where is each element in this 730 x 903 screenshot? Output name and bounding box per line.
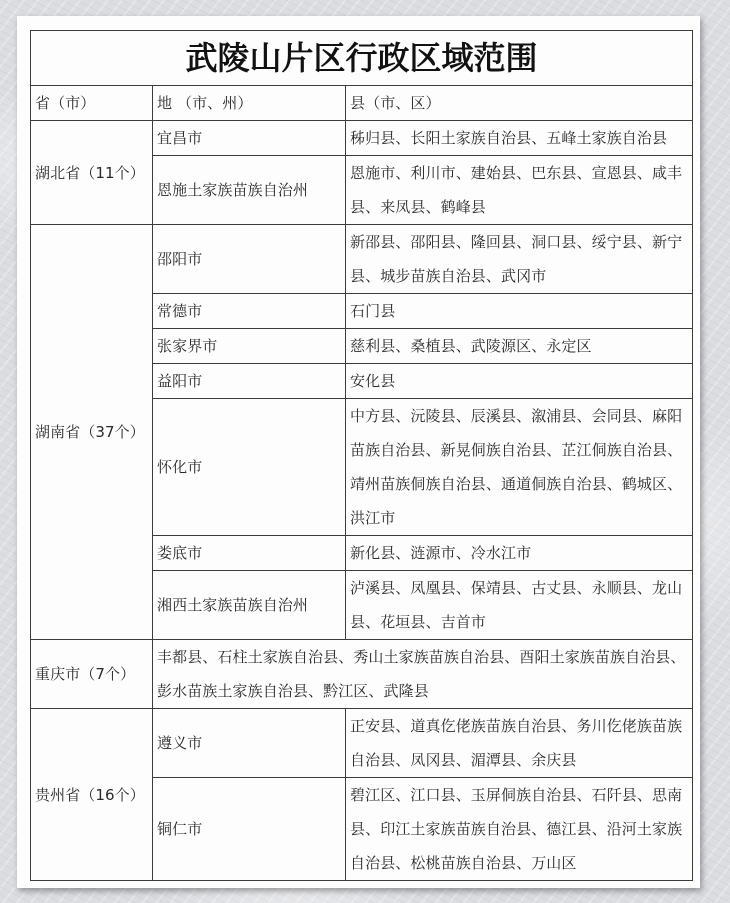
province-cell-hunan: 湖南省（37个）: [31, 225, 153, 640]
prefecture-cell: 宜昌市: [153, 121, 346, 156]
table-row: [31, 225, 693, 294]
county-list-cell: 安化县: [346, 364, 693, 399]
county-list-cell: 石门县: [346, 294, 693, 329]
county-list-cell: 中方县、沅陵县、辰溪县、溆浦县、会同县、麻阳苗族自治县、新晃侗族自治县、芷江侗族自治县、靖州苗族侗族自治县、通道侗族自治县、鹤城区、洪江市: [346, 399, 693, 536]
prefecture-cell: 怀化市: [153, 399, 346, 536]
county-list-cell: 丰都县、石柱土家族自治县、秀山土家族苗族自治县、酉阳土家族苗族自治县、彭水苗族土家族自治县、黔江区、武隆县: [153, 640, 693, 709]
county-list-cell: 新化县、涟源市、冷水江市: [346, 536, 693, 571]
prefecture-cell: 张家界市: [153, 329, 346, 364]
county-list-cell: 新邵县、邵阳县、隆回县、洞口县、绥宁县、新宁县、城步苗族自治县、武冈市: [346, 225, 693, 294]
prefecture-cell: 益阳市: [153, 364, 346, 399]
header-province: 省（市）: [31, 86, 153, 121]
county-list-cell: 碧江区、江口县、玉屏侗族自治县、石阡县、思南县、印江土家族苗族自治县、德江县、沿河土家族自治县、松桃苗族自治县、万山区: [346, 778, 693, 881]
prefecture-cell: 铜仁市: [153, 778, 346, 881]
county-list-cell: 恩施市、利川市、建始县、巴东县、宣恩县、咸丰县、来凤县、鹤峰县: [346, 156, 693, 225]
prefecture-cell: 常德市: [153, 294, 346, 329]
province-cell-hubei: 湖北省（11个）: [31, 121, 153, 225]
county-list-cell: 秭归县、长阳土家族自治县、五峰土家族自治县: [346, 121, 693, 156]
region-table: [30, 30, 693, 881]
table-row: [31, 121, 693, 156]
table-row: [31, 709, 693, 778]
county-list-cell: 正安县、道真仡佬族苗族自治县、务川仡佬族苗族自治县、凤冈县、湄潭县、余庆县: [346, 709, 693, 778]
table-row: [31, 640, 693, 709]
province-cell-guizhou: 贵州省（16个）: [31, 709, 153, 881]
prefecture-cell: 恩施土家族苗族自治州: [153, 156, 346, 225]
county-list-cell: 慈利县、桑植县、武陵源区、永定区: [346, 329, 693, 364]
header-county: 县（市、区）: [346, 86, 693, 121]
county-list-cell: 泸溪县、凤凰县、保靖县、古丈县、永顺县、龙山县、花垣县、吉首市: [346, 571, 693, 640]
prefecture-cell: 娄底市: [153, 536, 346, 571]
province-cell-chongqing: 重庆市（7个）: [31, 640, 153, 709]
header-prefecture: 地 （市、州）: [153, 86, 346, 121]
prefecture-cell: 遵义市: [153, 709, 346, 778]
prefecture-cell: 邵阳市: [153, 225, 346, 294]
table-title: 武陵山片区行政区域范围: [31, 31, 693, 86]
header-row: [31, 86, 693, 121]
title-row: [31, 31, 693, 86]
prefecture-cell: 湘西土家族苗族自治州: [153, 571, 346, 640]
